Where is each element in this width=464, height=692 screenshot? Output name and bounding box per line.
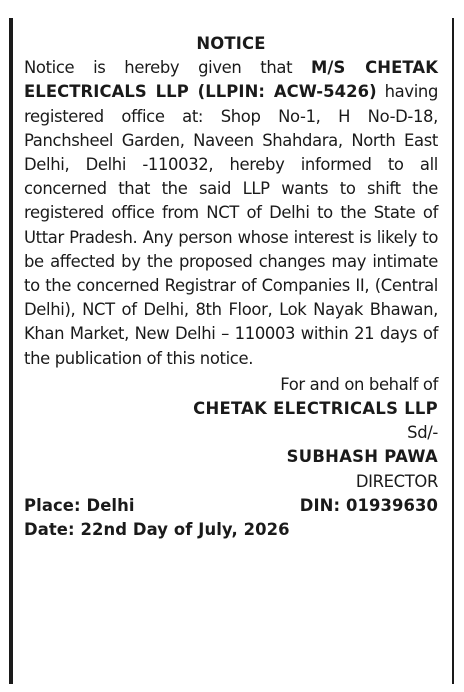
notice-place: Place: Delhi (24, 495, 135, 515)
notice-body (24, 56, 438, 371)
notice-body-text: having registered office at: Shop No-1, H No-D-18, Panchsheel Garden, Naveen Shahdara, North East Delhi, Delhi -110032, hereby informed to all concerned that the said LLP wants to shift the registered office from NCT of Delhi to the State of Uttar Pradesh. Any person whose interest is likely to be affected by the proposed changes may intimate to the concerned Registrar of Companies II, (Central Delhi), NCT of Delhi, 8th Floor, Lok Nayak Bhawan, Khan Market, New Delhi – 110003 within 21 days of the publication of this notice. (24, 82, 438, 368)
place-din-row (24, 494, 438, 518)
legal-notice (24, 32, 438, 542)
notice-intro: Notice is hereby given that (24, 58, 311, 78)
notice-company-name: M/S CHETAK ELECTRICALS LLP (LLPIN: ACW-5426) (24, 58, 438, 102)
signatory-name: SUBHASH PAWA (286, 447, 438, 467)
notice-title: NOTICE (196, 34, 266, 53)
signature-block (24, 373, 438, 494)
behalf-line: For and on behalf of (280, 374, 438, 394)
signatory-din: DIN: 01939630 (299, 495, 438, 515)
notice-date: Date: 22nd Day of July, 2026 (24, 520, 290, 540)
left-rule (9, 18, 13, 684)
signatory-designation: DIRECTOR (355, 471, 438, 491)
sd-mark: Sd/- (407, 423, 438, 443)
right-rule (452, 18, 454, 684)
signatory-company: CHETAK ELECTRICALS LLP (193, 399, 438, 419)
